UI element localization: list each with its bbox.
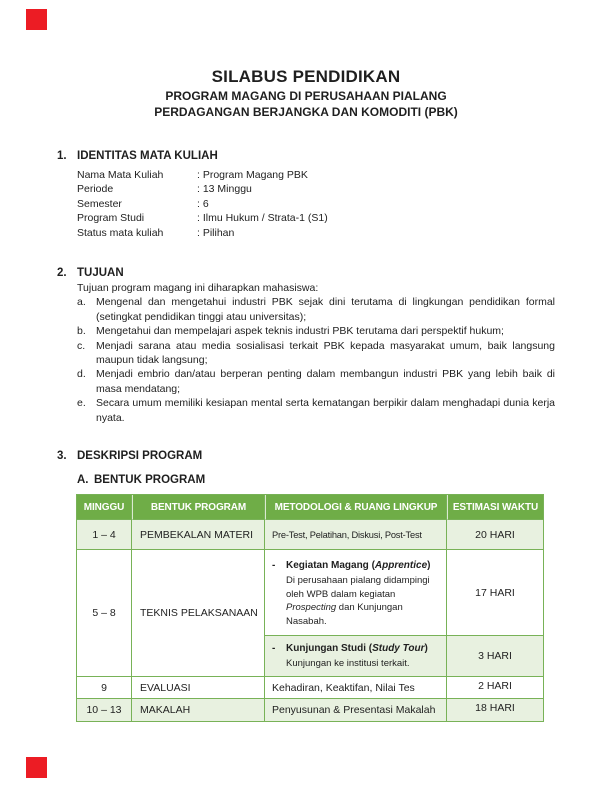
field-value: : Pilihan <box>197 226 235 239</box>
field-label: Periode <box>77 183 114 196</box>
field-row-nama <box>77 168 555 182</box>
section-deskripsi <box>57 449 555 488</box>
field-value: : 6 <box>197 197 209 210</box>
red-square-logo-bottom <box>26 757 47 778</box>
document-title: SILABUS PENDIDIKAN <box>211 67 401 86</box>
cell-estimasi: 2 HARI <box>447 677 544 699</box>
item-text: Mengenal dan mengetahui industri PBK sejak dini terutama di lingkungan pendidikan formal (setingkat pendidikan tinggi atau universitas); <box>96 296 555 323</box>
dash-bullet: - <box>272 560 276 571</box>
field-label: Semester <box>77 197 122 210</box>
field-row-semester <box>77 197 555 211</box>
cell-minggu: 5 – 8 <box>77 550 132 677</box>
section-tujuan <box>57 266 555 425</box>
cell-estimasi: 20 HARI <box>447 520 544 550</box>
field-label: Nama Mata Kuliah <box>77 169 164 181</box>
col-header-metodologi: METODOLOGI & RUANG LINGKUP <box>265 495 447 520</box>
section-heading-text: TUJUAN <box>77 267 124 279</box>
item-text: Mengetahui dan mempelajari aspek teknis industri PBK terutama dari perspektif hukum; <box>96 325 504 338</box>
item-marker: c. <box>77 339 86 352</box>
cell-minggu: 1 – 4 <box>77 520 132 550</box>
table-row-pembekalan <box>77 520 544 550</box>
section-heading-text: IDENTITAS MATA KULIAH <box>77 150 218 162</box>
tujuan-item-c <box>77 339 555 368</box>
bullet-description: Di perusahaan pialang didampingi oleh WPB dalam kegiatan Prospecting dan Kunjungan Nasabah. <box>286 575 430 627</box>
table-row-teknis-sub-a <box>77 550 544 636</box>
cell-estimasi: 3 HARI <box>447 636 544 677</box>
cell-metodologi-kegiatan-magang <box>265 550 447 636</box>
cell-bentuk: MAKALAH <box>132 699 265 722</box>
tujuan-item-b <box>77 324 555 338</box>
bullet-title: Kegiatan Magang (Apprentice) <box>286 560 431 571</box>
section-deskripsi-heading <box>57 449 555 464</box>
identitas-fields <box>77 168 555 240</box>
item-text: Secara umum memiliki kesiapan mental serta kematangan berpikir dalam menghadapi dunia kerja nyata. <box>96 397 555 424</box>
red-square-logo-top <box>26 9 47 30</box>
item-text: Menjadi embrio dan/atau berperan penting dalam membangun industri PBK yang lebih baik di masa mendatang; <box>96 368 555 395</box>
col-header-bentuk-program: BENTUK PROGRAM <box>132 495 265 520</box>
item-marker: b. <box>77 325 86 338</box>
col-header-minggu: MINGGU <box>77 495 132 520</box>
cell-estimasi: 18 HARI <box>447 699 544 722</box>
table-row-evaluasi <box>77 677 544 699</box>
tujuan-item-a <box>77 295 555 324</box>
bullet-title: Kunjungan Studi (Study Tour) <box>286 642 428 654</box>
field-label: Status mata kuliah <box>77 226 164 239</box>
cell-estimasi: 17 HARI <box>447 550 544 636</box>
subsection-letter: A. <box>77 474 89 486</box>
program-table <box>76 494 544 722</box>
document-subtitle-line1: PROGRAM MAGANG DI PERUSAHAAN PIALANG <box>165 89 447 103</box>
cell-bentuk: PEMBEKALAN MATERI <box>132 520 265 550</box>
tujuan-intro: Tujuan program magang ini diharapkan mahasiswa: <box>77 282 319 294</box>
section-identitas-heading <box>57 149 555 164</box>
table-row-makalah <box>77 699 544 722</box>
bullet-description: Kunjungan ke institusi terkait. <box>286 657 410 669</box>
section-heading-text: DESKRIPSI PROGRAM <box>77 450 203 462</box>
field-value: : Program Magang PBK <box>197 169 308 181</box>
field-label: Program Studi <box>77 212 145 225</box>
cell-bentuk: EVALUASI <box>132 677 265 699</box>
field-row-periode <box>77 182 555 196</box>
item-marker: a. <box>77 296 86 309</box>
field-value: : Ilmu Hukum / Strata-1 (S1) <box>197 212 328 225</box>
document-subtitle-line2: PERDAGANGAN BERJANGKA DAN KOMODITI (PBK) <box>154 105 458 119</box>
cell-bentuk: TEKNIS PELAKSANAAN <box>132 550 265 677</box>
field-row-program-studi <box>77 211 555 225</box>
tujuan-item-d <box>77 367 555 396</box>
field-row-status <box>77 226 555 240</box>
cell-metodologi-kunjungan-studi <box>265 636 447 677</box>
field-value: : 13 Minggu <box>197 183 252 196</box>
section-number: 1. <box>57 150 67 162</box>
tujuan-item-e <box>77 396 555 425</box>
item-marker: d. <box>77 368 86 381</box>
col-header-estimasi-waktu: ESTIMASI WAKTU <box>447 495 544 520</box>
cell-metodologi: Penyusunan & Presentasi Makalah <box>265 699 447 722</box>
cell-minggu: 9 <box>77 677 132 699</box>
section-tujuan-heading <box>57 266 555 281</box>
dash-bullet: - <box>272 642 276 654</box>
title-block <box>0 66 612 120</box>
table-header-row <box>77 495 544 520</box>
section-number: 2. <box>57 267 67 279</box>
subsection-heading-text: BENTUK PROGRAM <box>94 474 206 486</box>
section-identitas <box>57 149 555 240</box>
cell-metodologi: Kehadiran, Keaktifan, Nilai Tes <box>265 677 447 699</box>
cell-minggu: 10 – 13 <box>77 699 132 722</box>
subsection-bentuk-program <box>77 473 555 488</box>
item-marker: e. <box>77 397 86 410</box>
item-text: Menjadi sarana atau media sosialisasi terkait PBK kepada masyarakat umum, baik langsung maupun tidak langsung; <box>96 339 555 367</box>
section-number: 3. <box>57 450 67 462</box>
cell-metodologi: Pre-Test, Pelatihan, Diskusi, Post-Test <box>265 520 447 550</box>
